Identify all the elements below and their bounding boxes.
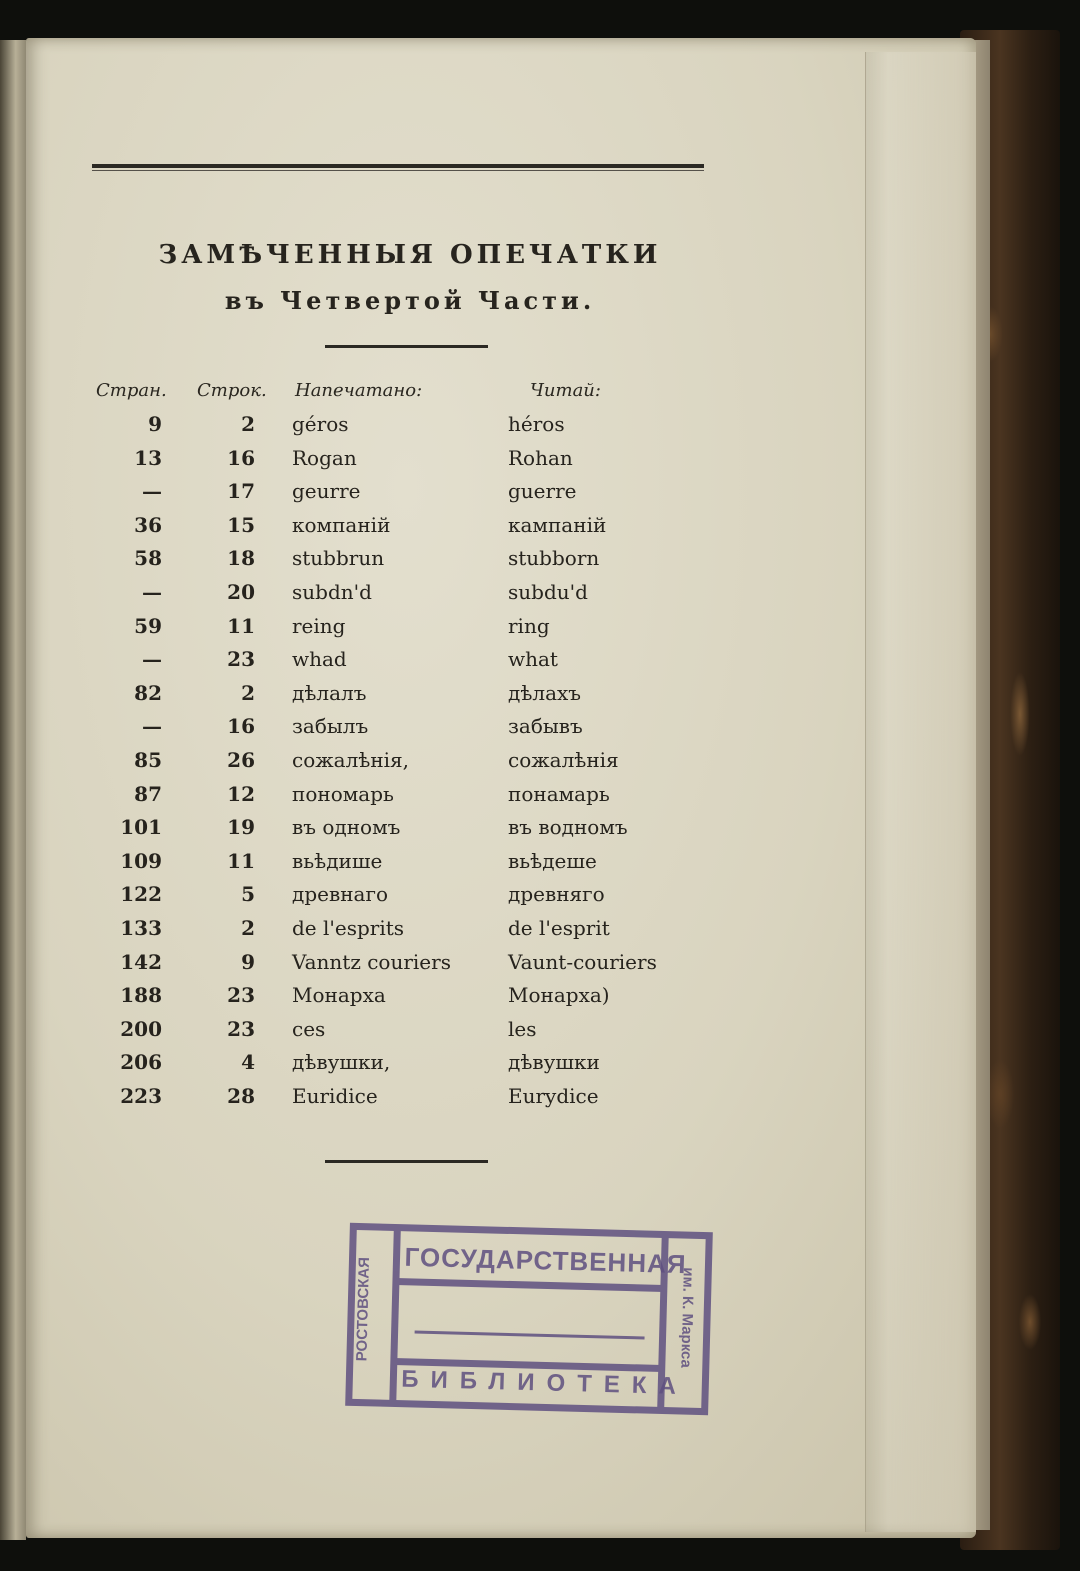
line-number: 5 [241,882,255,907]
line-number: 11 [227,848,255,873]
page-number: 122 [120,882,162,907]
printed-text: пономарь [292,781,394,806]
corrected-text: дѣлахъ [508,680,582,705]
printed-text: ces [292,1016,326,1041]
corrected-text: забывъ [508,714,583,739]
corrected-text: stubborn [508,546,600,571]
corrected-text: héros [508,412,565,436]
table-row [0,714,900,744]
table-row [0,748,900,778]
table-row [0,782,900,812]
column-header-page: Стран. [96,380,167,401]
printed-text: Монарха [292,983,386,1008]
page-number: — [142,714,162,739]
table-row [0,983,900,1013]
line-number: 23 [227,983,255,1008]
title-rule [325,345,488,348]
table-row [0,1050,900,1080]
page-number: 206 [120,1050,162,1075]
printed-text: сожалѣнія, [292,748,410,772]
page-number: 188 [120,983,162,1008]
printed-text: вьѣдише [292,848,383,873]
line-number: 16 [227,445,255,470]
corrected-text: Монарха) [508,983,610,1008]
page-number: 101 [120,815,162,840]
printed-text: Euridice [292,1084,378,1108]
page-number: — [142,479,162,504]
corrected-text: guerre [508,479,577,504]
page-number: 9 [148,412,162,436]
line-number: 23 [227,647,255,672]
corrected-text: сожалѣнія [508,748,619,772]
corrected-text: въ водномъ [508,815,628,840]
corrected-text: понамарь [508,781,610,806]
footer-rule [325,1160,488,1163]
corrected-text: Eurydice [508,1084,599,1108]
column-header-read: Читай: [530,380,601,401]
printed-text: géros [292,412,349,436]
line-number: 11 [227,613,255,638]
printed-text: reing [292,613,346,638]
stamp-top-text: ГОСУДАРСТВЕННАЯ [404,1241,687,1280]
corrected-text: de l'esprit [508,916,610,940]
line-number: 26 [227,748,255,772]
page-subtitle: въ Четвертой Части. [224,286,596,315]
stamp-right-text: им. К. Маркса [677,1267,697,1369]
line-number: 12 [227,781,255,806]
stamp-bottom-text: БИБЛИОТЕКА [401,1365,689,1401]
header-rule [92,164,704,168]
printed-text: компаній [292,512,391,537]
page-number: 109 [120,848,162,873]
library-stamp [343,1220,716,1418]
printed-text: забылъ [292,714,369,739]
page-number: — [142,647,162,672]
line-number: 4 [241,1050,255,1075]
page-number: 82 [134,680,162,705]
page-number: 200 [120,1016,162,1041]
table-row [0,1084,900,1114]
line-number: 17 [227,479,255,504]
line-number: 2 [241,412,255,436]
corrected-text: Vaunt-couriers [508,949,657,974]
corrected-text: древняго [508,882,605,907]
page-number: 87 [134,781,162,806]
printed-text: whad [292,647,347,672]
table-row [0,681,900,711]
page-number: 36 [134,512,162,537]
table-row [0,916,900,946]
corrected-text: дѣвушки [508,1050,600,1075]
table-row [0,580,900,610]
corrected-text: les [508,1016,537,1041]
table-row [0,882,900,912]
printed-text: въ одномъ [292,815,401,840]
line-number: 20 [227,580,255,604]
line-number: 9 [241,949,255,974]
table-row [0,647,900,677]
line-number: 2 [241,680,255,705]
line-number: 15 [227,512,255,537]
corrected-text: вьѣдеше [508,848,597,873]
page-number: — [142,580,162,604]
column-header-line: Строк. [197,380,267,401]
printed-text: stubbrun [292,546,385,571]
table-row [0,614,900,644]
line-number: 23 [227,1016,255,1041]
table-row [0,849,900,879]
line-number: 28 [227,1084,255,1108]
line-number: 2 [241,916,255,940]
table-row [0,546,900,576]
printed-text: Vanntz couriers [292,949,451,974]
line-number: 18 [227,546,255,571]
printed-text: дѣвушки, [292,1050,391,1075]
printed-text: subdn'd [292,580,372,604]
printed-text: дѣлалъ [292,680,367,705]
page-number: 133 [120,916,162,940]
page-title: ЗАМѢЧЕННЫЯ ОПЕЧАТКИ [158,240,662,270]
line-number: 16 [227,714,255,739]
table-row [0,513,900,543]
page-number: 58 [134,546,162,571]
stamp-left-text: РОСТОВСКАЯ [353,1256,374,1362]
table-row [0,446,900,476]
line-number: 19 [227,815,255,840]
page-number: 13 [134,445,162,470]
corrected-text: ring [508,613,550,638]
corrected-text: what [508,647,558,672]
column-header-printed: Напечатано: [295,380,423,401]
page-number: 142 [120,949,162,974]
printed-text: Rogan [292,445,357,470]
table-row [0,950,900,980]
table-row [0,815,900,845]
printed-text: de l'esprits [292,916,405,940]
corrected-text: кампаній [508,512,607,537]
corrected-text: subdu'd [508,580,588,604]
table-row [0,412,900,442]
table-row [0,1017,900,1047]
printed-text: древнаго [292,882,388,907]
corrected-text: Rohan [508,445,573,470]
page-number: 59 [134,613,162,638]
printed-text: geurre [292,479,361,504]
table-row [0,479,900,509]
page-number: 223 [120,1084,162,1108]
page-number: 85 [134,748,162,772]
